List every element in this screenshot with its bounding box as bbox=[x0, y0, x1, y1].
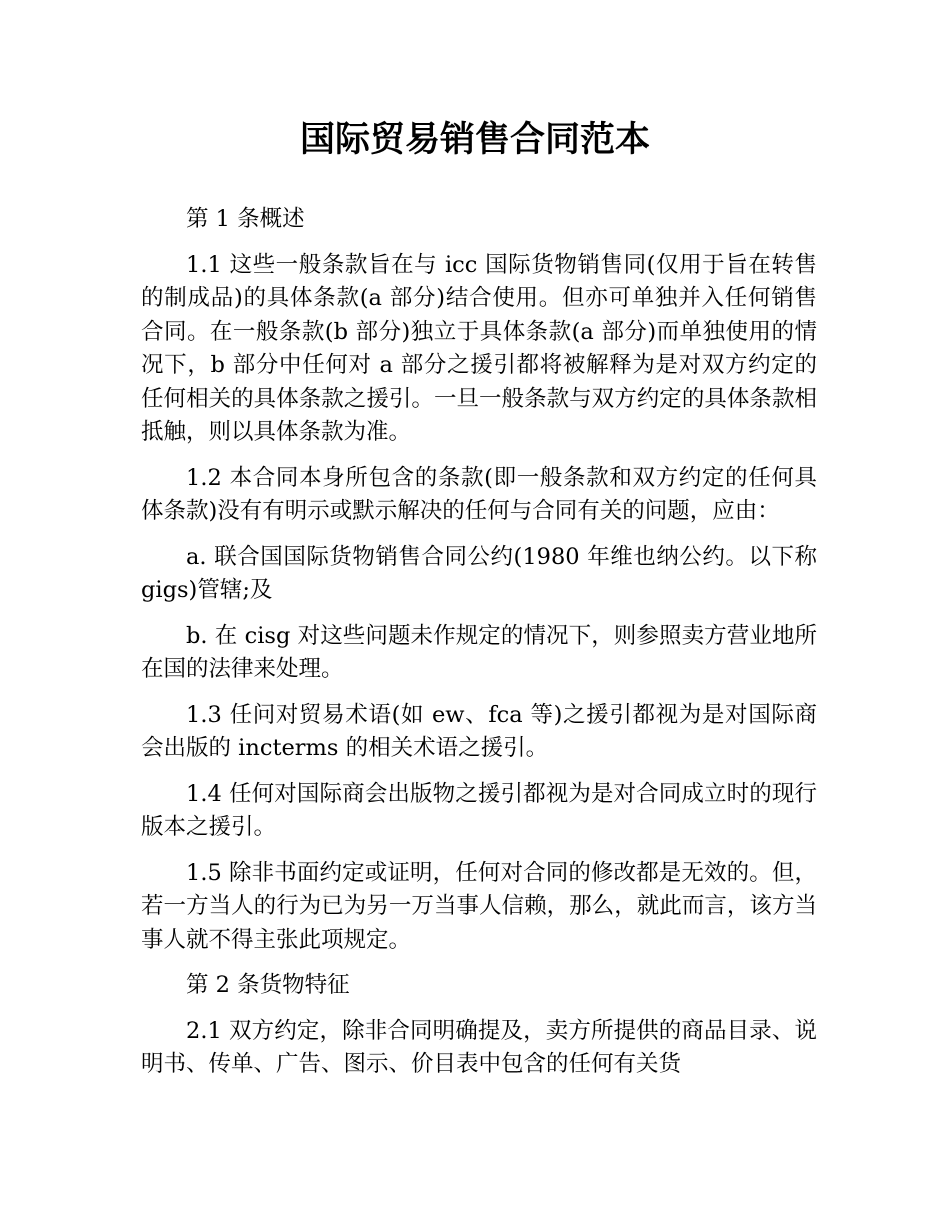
document-title: 国际贸易销售合同范本 bbox=[299, 120, 650, 160]
section-1-heading: 第 1 条概述 bbox=[186, 206, 305, 232]
clause-1-1: 1.1 这些一般条款旨在与 icc 国际货物销售同(仅用于旨在转售的制成品)的具体条款(a 部分)结合使用。但亦可单独并入任何销售合同。在一般条款(b 部分)独立于具体条款(a 部分)而单独使用的情况下，b 部分中任何对 a 部分之援引都将被解释为是对双方约定的任何相关的具体条款之援引。一旦一般条款与双方约定的具体条款相抵触，则以具体条款为准。 bbox=[141, 251, 817, 445]
section-2-heading: 第 2 条货物特征 bbox=[186, 972, 350, 998]
clause-1-3: 1.3 任问对贸易术语(如 ew、fca 等)之援引都视为是对国际商会出版的 incterms 的相关术语之援引。 bbox=[141, 701, 817, 761]
clause-1-2: 1.2 本合同本身所包含的条款(即一般条款和双方约定的任何具体条款)没有有明示或默示解决的任何与合同有关的问题，应由： bbox=[141, 464, 817, 524]
clause-1-5: 1.5 除非书面约定或证明，任何对合同的修改都是无效的。但，若一方当人的行为已为另一万当事人信赖，那么，就此而言，该方当事人就不得主张此项规定。 bbox=[141, 859, 817, 953]
clause-1-2-a: a. 联合国国际货物销售合同公约(1980 年维也纳公约。以下称 gigs)管辖;及 bbox=[141, 543, 817, 603]
clause-1-4: 1.4 任何对国际商会出版物之援引都视为是对合同成立时的现行版本之援引。 bbox=[141, 780, 817, 840]
clause-2-1: 2.1 双方约定，除非合同明确提及，卖方所提供的商品目录、说明书、传单、广告、图示、价目表中包含的任何有关货 bbox=[141, 1017, 817, 1077]
clause-1-2-b: b. 在 cisg 对这些问题未作规定的情况下，则参照卖方营业地所在国的法律来处理。 bbox=[141, 622, 817, 682]
document-body bbox=[141, 203, 817, 1094]
